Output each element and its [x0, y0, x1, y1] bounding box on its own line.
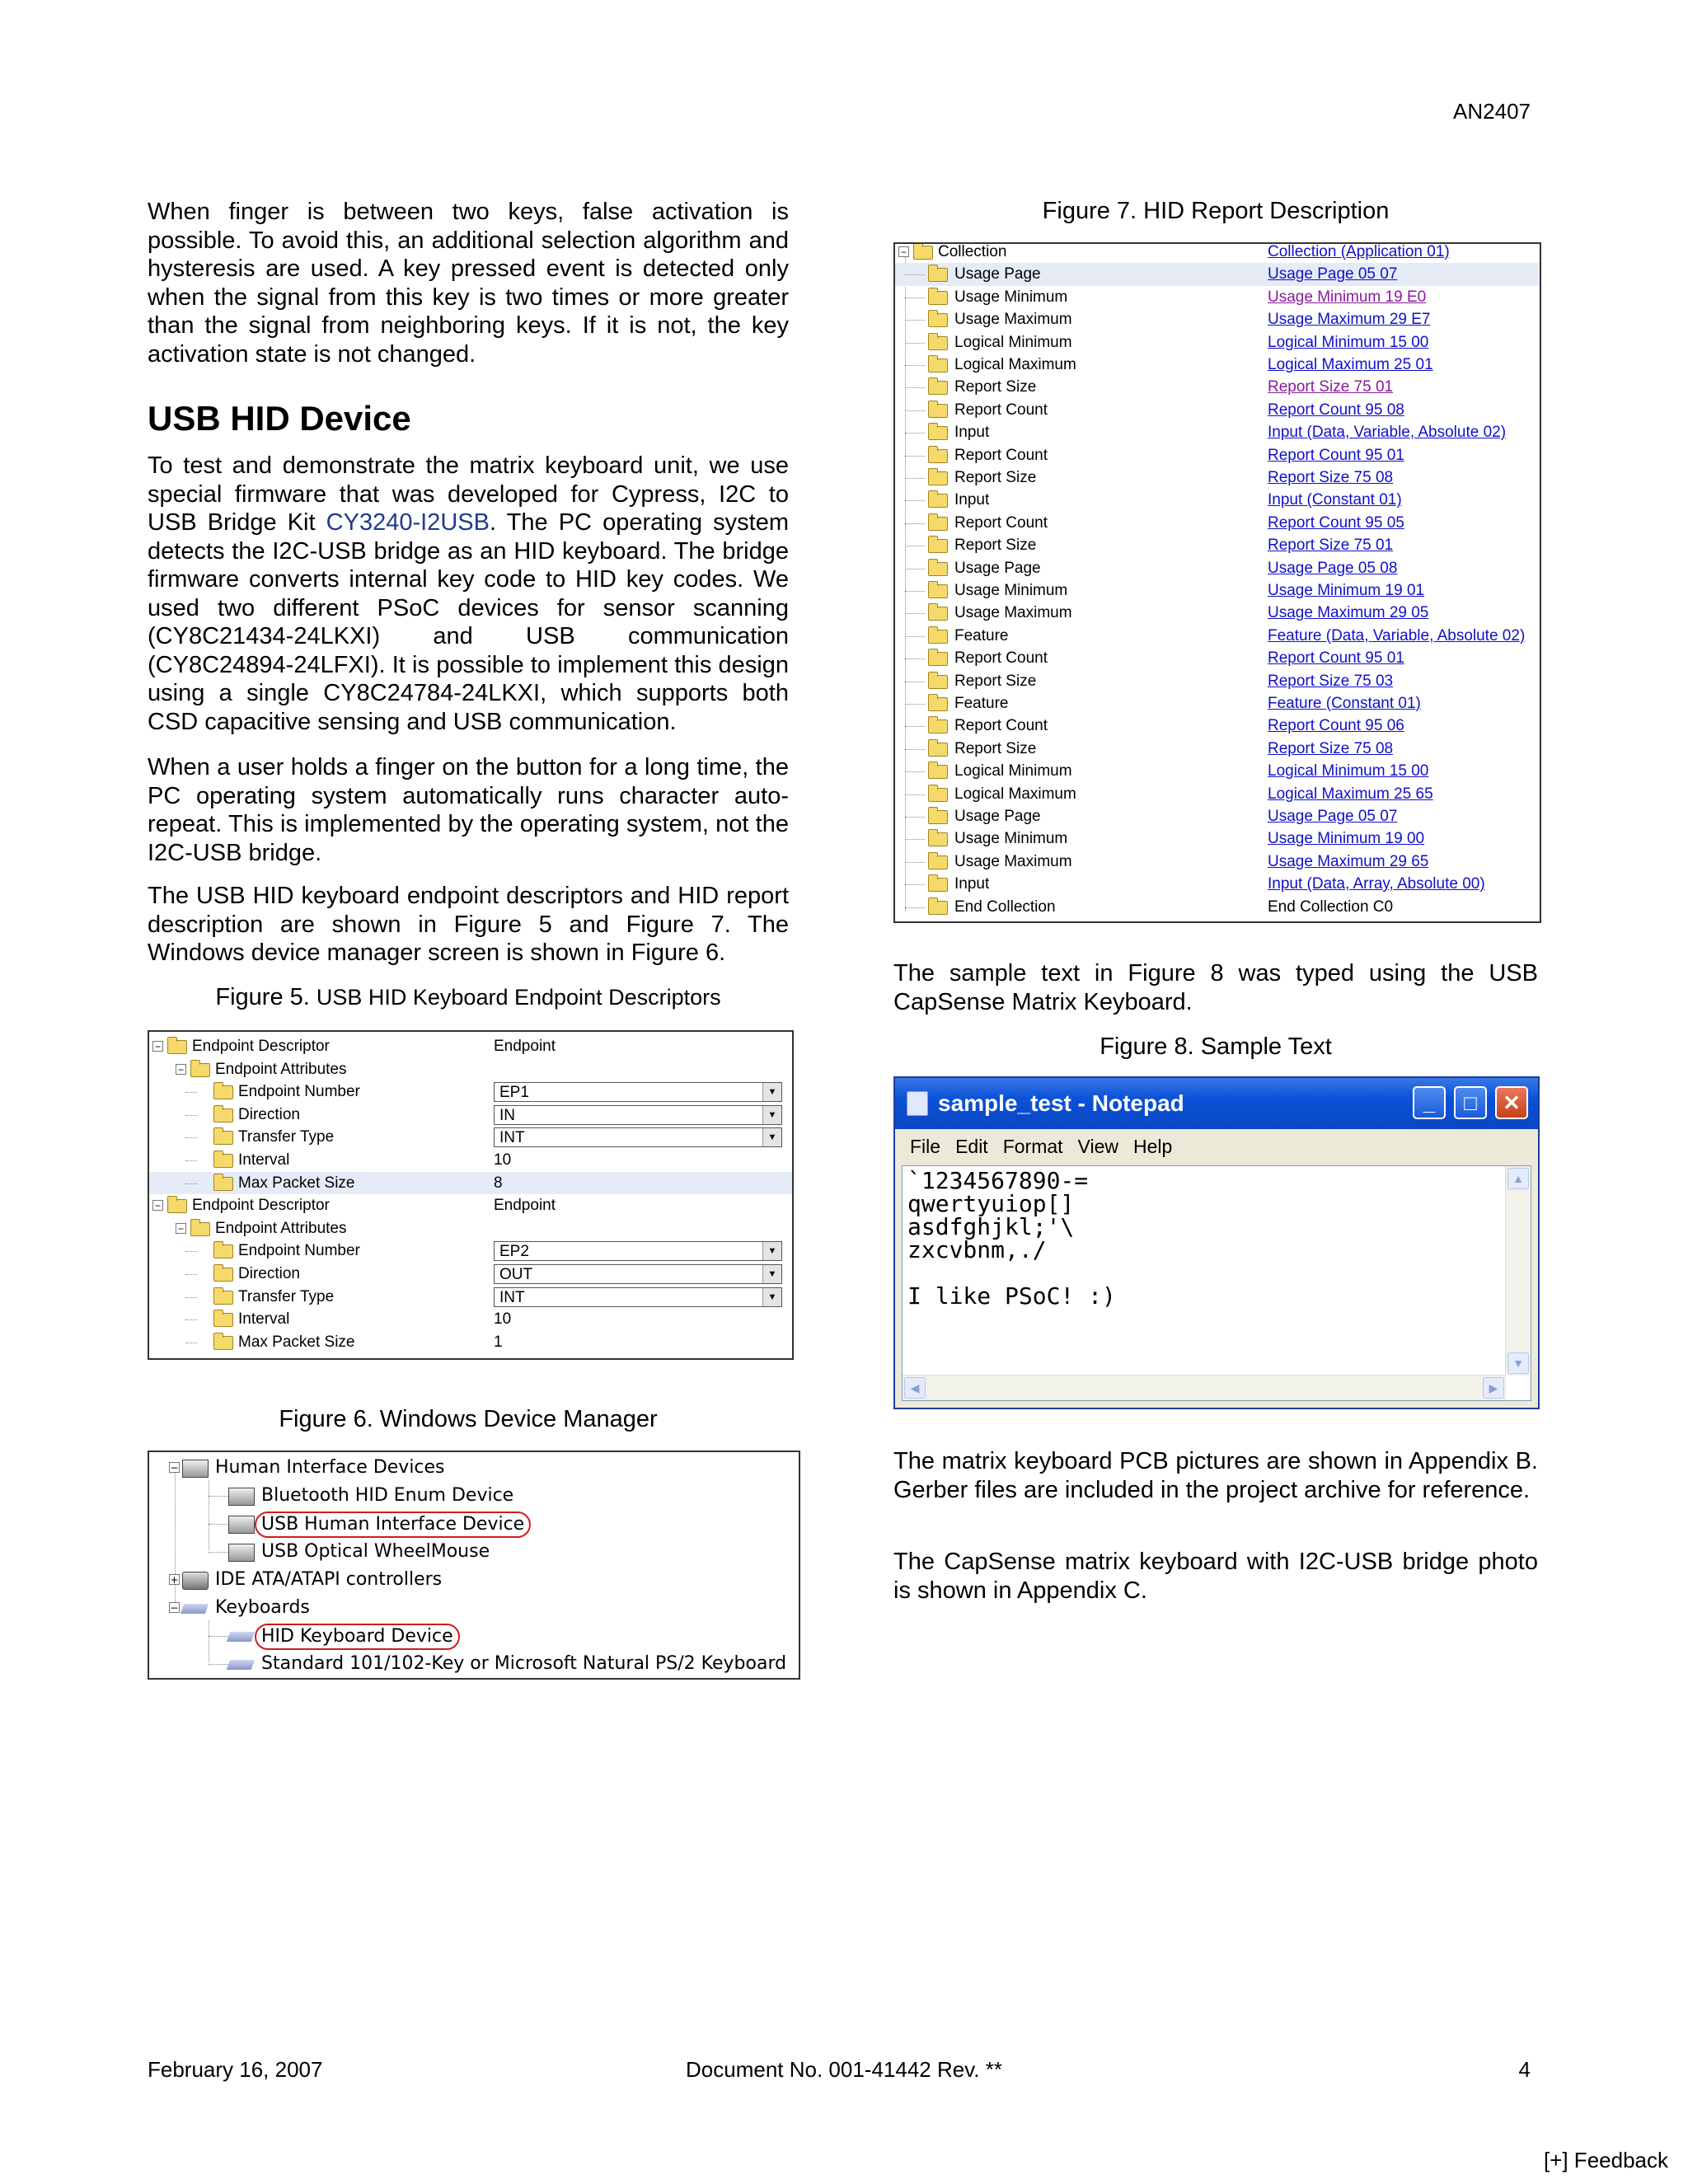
chevron-down-icon[interactable]: ▼: [762, 1242, 781, 1260]
figure7-value[interactable]: Input (Constant 01): [1268, 491, 1402, 509]
figure7-row: [895, 557, 1540, 580]
scroll-down-icon[interactable]: ▼: [1507, 1352, 1529, 1374]
figure5-combo[interactable]: [494, 1127, 782, 1147]
folder-icon: [928, 832, 948, 846]
folder-icon: [928, 743, 948, 757]
figure7-label: Input: [954, 491, 990, 509]
figure7-row: [895, 760, 1540, 783]
figure7-row: [895, 421, 1540, 444]
device-label: USB Human Interface Device: [255, 1511, 531, 1538]
notepad-text-area[interactable]: [902, 1165, 1531, 1401]
figure7-caption: Figure 7. HID Report Description: [1042, 198, 1390, 224]
figure5-combo-value: OUT: [499, 1266, 533, 1283]
figure7-value[interactable]: Input (Data, Array, Absolute 00): [1268, 875, 1485, 893]
collapse-icon[interactable]: −: [152, 1041, 163, 1052]
figure5-row: [149, 1149, 792, 1172]
folder-icon: [928, 404, 948, 418]
notepad-window: [893, 1076, 1540, 1409]
device-label: Bluetooth HID Enum Device: [261, 1485, 514, 1506]
figure7-value[interactable]: Report Size 75 01: [1268, 378, 1394, 396]
figure6-caption: Figure 6. Windows Device Manager: [279, 1406, 658, 1432]
folder-icon: [928, 810, 948, 824]
figure6-device-manager: [148, 1451, 800, 1680]
figure5-value: Endpoint: [494, 1197, 556, 1215]
footer-page: 4: [1518, 2057, 1531, 2082]
figure5-label: Interval: [238, 1310, 290, 1329]
doc-code: AN2407: [1453, 99, 1531, 124]
figure7-row: [895, 534, 1540, 557]
chevron-down-icon[interactable]: ▼: [762, 1128, 781, 1146]
figure7-value[interactable]: Report Size 75 08: [1268, 469, 1394, 486]
figure7-row: [895, 444, 1540, 467]
figure7-value[interactable]: Report Count 95 01: [1268, 446, 1404, 464]
figure7-row: [895, 242, 1540, 264]
figure7-row: [895, 647, 1540, 670]
folder-icon: [928, 449, 948, 463]
figure7-row: [895, 896, 1540, 919]
hid-device-icon: [228, 1516, 255, 1534]
menu-file[interactable]: File: [910, 1136, 941, 1157]
folder-icon: [928, 719, 948, 733]
hid-device-icon: [182, 1460, 209, 1478]
figure7-value[interactable]: Usage Minimum 19 00: [1268, 830, 1425, 848]
expand-icon[interactable]: +: [170, 1574, 179, 1586]
device-label: Keyboards: [215, 1597, 310, 1618]
folder-icon: [928, 788, 948, 802]
figure5-combo-value: EP2: [499, 1243, 529, 1261]
figure5-label: Endpoint Attributes: [215, 1060, 347, 1078]
folder-icon: [213, 1177, 233, 1191]
figure7-label: Report Size: [954, 469, 1037, 486]
folder-icon: [928, 562, 948, 576]
figure7-value[interactable]: Report Count 95 08: [1268, 401, 1404, 419]
figure5-label: Interval: [238, 1151, 290, 1169]
chevron-down-icon[interactable]: ▼: [762, 1288, 781, 1306]
folder-icon: [167, 1040, 187, 1054]
figure5-label: Endpoint Attributes: [215, 1219, 347, 1237]
device-label: HID Keyboard Device: [255, 1624, 460, 1650]
folder-icon: [928, 765, 948, 779]
paragraph-pcb-pictures: The matrix keyboard PCB pictures are shown in Appendix B. Gerber files are included in the project archive for reference.: [893, 1448, 1538, 1503]
figure7-value[interactable]: Logical Maximum 25 65: [1268, 785, 1433, 803]
folder-icon: [190, 1063, 210, 1077]
folder-icon: [167, 1199, 187, 1213]
figure7-row: [895, 873, 1540, 896]
figure5-row: [149, 1286, 792, 1309]
figure5-combo-value: IN: [499, 1106, 515, 1124]
figure7-value[interactable]: Collection (Application 01): [1268, 243, 1450, 260]
figure7-value[interactable]: Usage Maximum 29 E7: [1268, 311, 1431, 329]
figure7-value[interactable]: Logical Minimum 15 00: [1268, 762, 1429, 780]
figure5-combo-value: INT: [499, 1129, 525, 1147]
horizontal-scrollbar[interactable]: [903, 1375, 1506, 1400]
figure7-row: [895, 286, 1540, 309]
figure5-label: Max Packet Size: [238, 1174, 355, 1192]
figure7-label: Collection: [938, 243, 1007, 260]
section-heading: USB HID Device: [148, 399, 411, 438]
folder-icon: [928, 901, 948, 915]
hid-device-icon: [228, 1544, 255, 1562]
folder-icon: [928, 359, 948, 373]
figure7-row: [895, 602, 1540, 625]
folder-icon: [928, 652, 948, 666]
figure5-combo[interactable]: [494, 1082, 782, 1102]
minimize-button[interactable]: _: [1413, 1086, 1446, 1119]
figure7-value[interactable]: Input (Data, Variable, Absolute 02): [1268, 424, 1507, 442]
footer-date: February 16, 2007: [148, 2057, 323, 2082]
paragraph-false-activation: When finger is between two keys, false activation is possible. To avoid this, an additional selection algorithm and hysteresis are used. A key pressed event is detected only when the signal from this key is two times or more greater than the signal from neighboring keys. If it is not, the key activation state is not changed.: [148, 199, 789, 368]
keyboard-icon: [227, 1660, 255, 1670]
notepad-icon: [907, 1091, 928, 1116]
figure5-value: Endpoint: [494, 1038, 556, 1055]
figure5-value: 10: [494, 1151, 512, 1169]
figure7-row: [895, 805, 1540, 828]
notepad-menubar: [895, 1129, 1538, 1164]
menu-view[interactable]: View: [1077, 1136, 1118, 1157]
keyboard-icon: [227, 1632, 255, 1642]
figure5-label: Endpoint Number: [238, 1083, 360, 1101]
figure7-label: Logical Maximum: [954, 356, 1076, 373]
folder-icon: [928, 675, 948, 689]
notepad-title: sample_test - Notepad: [938, 1090, 1184, 1116]
figure7-row: [895, 466, 1540, 490]
collapse-icon[interactable]: −: [170, 1602, 179, 1614]
folder-icon: [213, 1131, 233, 1145]
device-label: IDE ATA/ATAPI controllers: [215, 1569, 443, 1590]
figure7-label: Usage Minimum: [954, 288, 1068, 306]
figure7-value[interactable]: Usage Page 05 08: [1268, 559, 1398, 577]
figure7-label: Feature: [954, 695, 1009, 712]
scroll-up-icon[interactable]: ▲: [1507, 1168, 1529, 1189]
folder-icon: [928, 517, 948, 531]
figure7-value[interactable]: Logical Maximum 25 01: [1268, 356, 1433, 373]
feedback-link[interactable]: [+] Feedback: [1543, 2148, 1668, 2172]
figure7-label: Report Size: [954, 378, 1037, 396]
figure7-row: [895, 827, 1540, 851]
scroll-left-icon[interactable]: ◀: [904, 1377, 926, 1399]
figure7-row: [895, 692, 1540, 715]
figure7-value[interactable]: Report Count 95 05: [1268, 513, 1404, 532]
figure7-row: [895, 354, 1540, 377]
figure5-combo-value: EP1: [499, 1084, 529, 1102]
notepad-titlebar: [895, 1078, 1538, 1129]
figure7-value[interactable]: Usage Maximum 29 05: [1268, 604, 1429, 622]
figure7-row: [895, 738, 1540, 761]
figure7-row: [895, 851, 1540, 874]
figure7-row: [895, 512, 1540, 535]
figure5-combo[interactable]: [494, 1241, 782, 1261]
paragraph-usb-hid: To test and demonstrate the matrix keyboard unit, we use special firmware that was developed for Cypress, I2C to USB Bridge Kit CY3240-I2USB. The PC operating system detects the I2C-USB bridge as an HID keyboard. The bridge firmware converts internal key code to HID key codes. We used two different PSoC devices for sensor scanning (CY8C21434-24LKXI) and USB communication (CY8C24894-24LFXI). It is possible to implement this design using a single CY8C24784-24LKXI, which supports both CSD capacitive sensing and USB communication.: [148, 452, 789, 735]
figure7-value[interactable]: Usage Page 05 07: [1268, 265, 1398, 284]
hid-device-icon: [228, 1488, 255, 1506]
chevron-down-icon[interactable]: ▼: [762, 1106, 781, 1124]
figure5-row: [149, 1058, 792, 1081]
folder-icon: [213, 1313, 233, 1327]
footer-doc-number: Document No. 001-41442 Rev. **: [686, 2057, 1002, 2082]
close-button[interactable]: ✕: [1495, 1086, 1528, 1119]
figure7-label: Usage Maximum: [954, 604, 1072, 622]
figure7-label: Report Count: [954, 649, 1048, 668]
figure7-label: Logical Minimum: [954, 333, 1072, 351]
cy3240-link[interactable]: CY3240-I2USB: [326, 509, 490, 536]
paragraph-figure-refs: The USB HID keyboard endpoint descriptors and HID report description are shown in Figure 5 and Figure 7. The Windows device manager screen is shown in Figure 6.: [148, 883, 789, 966]
folder-icon: [928, 539, 948, 553]
paragraph-auto-repeat: When a user holds a finger on the button for a long time, the PC operating system automatically runs character auto-repeat. This is implemented by the operating system, not the I2C-USB bridge.: [148, 754, 789, 866]
figure7-label: Usage Page: [954, 808, 1041, 825]
collapse-icon[interactable]: −: [176, 1223, 186, 1234]
figure7-value[interactable]: Usage Minimum 19 01: [1268, 582, 1425, 599]
figure7-row: [895, 376, 1540, 399]
figure7-label: Logical Maximum: [954, 785, 1076, 803]
vertical-scrollbar[interactable]: [1505, 1166, 1531, 1376]
device-label: USB Optical WheelMouse: [261, 1541, 490, 1562]
folder-icon: [928, 268, 948, 282]
figure7-value[interactable]: Report Size 75 01: [1268, 537, 1394, 555]
figure5-row: [149, 1217, 792, 1240]
paragraph-sample-text: The sample text in Figure 8 was typed using the USB CapSense Matrix Keyboard.: [893, 960, 1538, 1015]
figure7-label: End Collection: [954, 898, 1056, 916]
figure5-combo[interactable]: [494, 1287, 782, 1307]
collapse-icon[interactable]: −: [176, 1064, 186, 1075]
device-label: Standard 101/102-Key or Microsoft Natural PS/2 Keyboard: [261, 1653, 787, 1674]
figure5-combo-value: INT: [499, 1288, 525, 1306]
figure5-label: Endpoint Descriptor: [192, 1038, 330, 1055]
folder-icon: [213, 1108, 233, 1122]
figure5-row: [149, 1126, 792, 1149]
figure5-row: [149, 1263, 792, 1286]
collapse-icon[interactable]: −: [152, 1200, 163, 1211]
figure7-label: Report Count: [954, 513, 1048, 532]
figure5-caption: Figure 5. USB HID Keyboard Endpoint Descriptors: [215, 984, 721, 1010]
menu-edit[interactable]: Edit: [955, 1136, 988, 1157]
figure5-label: Transfer Type: [238, 1287, 335, 1305]
chevron-down-icon[interactable]: ▼: [762, 1083, 781, 1101]
figure7-row: [895, 625, 1540, 648]
figure5-row: [149, 1240, 792, 1263]
folder-icon: [928, 697, 948, 711]
figure5-label: Endpoint Number: [238, 1242, 360, 1260]
notepad-text: `1234567890-= qwertyuiop[] asdfghjkl;'\ zxcvbnm,./ I like PSoC! :): [907, 1167, 1116, 1310]
figure5-row: [149, 1308, 792, 1331]
figure5-row: [149, 1104, 792, 1127]
figure7-hid-report: [893, 242, 1541, 923]
figure5-label: Max Packet Size: [238, 1333, 355, 1351]
figure7-value[interactable]: Logical Minimum 15 00: [1268, 333, 1429, 351]
figure7-value[interactable]: Report Size 75 08: [1268, 739, 1394, 757]
folder-icon: [928, 630, 948, 644]
figure7-value[interactable]: Feature (Data, Variable, Absolute 02): [1268, 626, 1526, 644]
figure5-row: [149, 1035, 792, 1058]
figure5-endpoint-descriptors: [148, 1030, 794, 1360]
figure7-label: Logical Minimum: [954, 762, 1072, 780]
device-label: Human Interface Devices: [215, 1457, 445, 1478]
figure7-value[interactable]: Usage Page 05 07: [1268, 808, 1398, 825]
folder-icon: [213, 1244, 233, 1258]
figure7-label: Report Size: [954, 537, 1037, 555]
collapse-icon[interactable]: −: [898, 246, 909, 257]
figure7-label: Feature: [954, 626, 1009, 644]
figure7-row: [895, 579, 1540, 602]
folder-icon: [928, 471, 948, 485]
folder-icon: [928, 336, 948, 350]
ide-controller-icon: [182, 1572, 209, 1590]
figure7-row: [895, 670, 1540, 693]
figure7-value[interactable]: Usage Maximum 29 65: [1268, 852, 1429, 870]
figure7-row: [895, 263, 1540, 286]
figure7-label: Report Count: [954, 446, 1048, 464]
figure7-label: Report Count: [954, 401, 1048, 419]
folder-icon: [928, 426, 948, 440]
figure7-label: Usage Minimum: [954, 582, 1068, 599]
folder-icon: [213, 1268, 233, 1282]
figure5-row: [149, 1194, 792, 1217]
figure7-row: [895, 715, 1540, 738]
folder-icon: [928, 584, 948, 598]
figure7-value[interactable]: Usage Minimum 19 E0: [1268, 288, 1427, 306]
figure7-value[interactable]: Report Count 95 06: [1268, 717, 1404, 735]
folder-icon: [213, 1291, 233, 1305]
menu-format[interactable]: Format: [1002, 1136, 1063, 1157]
figure7-row: [895, 308, 1540, 331]
chevron-down-icon[interactable]: ▼: [762, 1265, 781, 1283]
figure7-label: Usage Maximum: [954, 311, 1072, 329]
figure7-value[interactable]: Report Size 75 03: [1268, 672, 1394, 690]
figure7-row: [895, 489, 1540, 512]
folder-icon: [913, 246, 933, 260]
maximize-button[interactable]: □: [1454, 1086, 1487, 1119]
figure7-value[interactable]: Feature (Constant 01): [1268, 695, 1421, 712]
figure8-caption: Figure 8. Sample Text: [1100, 1033, 1332, 1060]
folder-icon: [928, 607, 948, 621]
collapse-icon[interactable]: −: [170, 1462, 179, 1474]
paragraph-appendix-c: The CapSense matrix keyboard with I2C-USB bridge photo is shown in Appendix C.: [893, 1549, 1538, 1604]
figure7-row: [895, 331, 1540, 354]
figure7-label: Usage Page: [954, 265, 1041, 284]
scroll-right-icon[interactable]: ▶: [1483, 1377, 1504, 1399]
figure7-row: [895, 399, 1540, 422]
folder-icon: [213, 1154, 233, 1168]
figure5-combo[interactable]: [494, 1105, 782, 1125]
figure5-label: Direction: [238, 1105, 300, 1123]
figure7-label: Input: [954, 424, 990, 442]
folder-icon: [213, 1085, 233, 1099]
figure5-combo[interactable]: [494, 1264, 782, 1284]
folder-icon: [928, 381, 948, 395]
figure5-label: Direction: [238, 1265, 300, 1282]
figure7-row: [895, 783, 1540, 806]
folder-icon: [928, 855, 948, 869]
folder-icon: [213, 1336, 233, 1350]
folder-icon: [928, 313, 948, 327]
figure7-label: Report Size: [954, 739, 1037, 757]
figure5-row: [149, 1172, 792, 1195]
folder-icon: [190, 1222, 210, 1236]
figure7-label: Usage Minimum: [954, 830, 1068, 848]
keyboard-icon: [181, 1604, 209, 1614]
figure7-value[interactable]: Report Count 95 01: [1268, 649, 1404, 668]
figure5-row: [149, 1331, 792, 1354]
figure5-row: [149, 1080, 792, 1104]
menu-help[interactable]: Help: [1132, 1136, 1173, 1157]
figure5-label: Endpoint Descriptor: [192, 1197, 330, 1215]
figure7-label: Usage Maximum: [954, 852, 1072, 870]
figure5-value: 8: [494, 1174, 503, 1192]
figure7-label: Input: [954, 875, 990, 893]
folder-icon: [928, 878, 948, 892]
figure7-value: End Collection C0: [1268, 898, 1394, 916]
figure7-label: Report Size: [954, 672, 1037, 690]
figure5-value: 10: [494, 1310, 512, 1329]
figure7-label: Usage Page: [954, 559, 1041, 577]
figure5-value: 1: [494, 1333, 503, 1351]
folder-icon: [928, 291, 948, 305]
figure7-label: Report Count: [954, 717, 1048, 735]
folder-icon: [928, 494, 948, 508]
figure5-label: Transfer Type: [238, 1128, 335, 1146]
